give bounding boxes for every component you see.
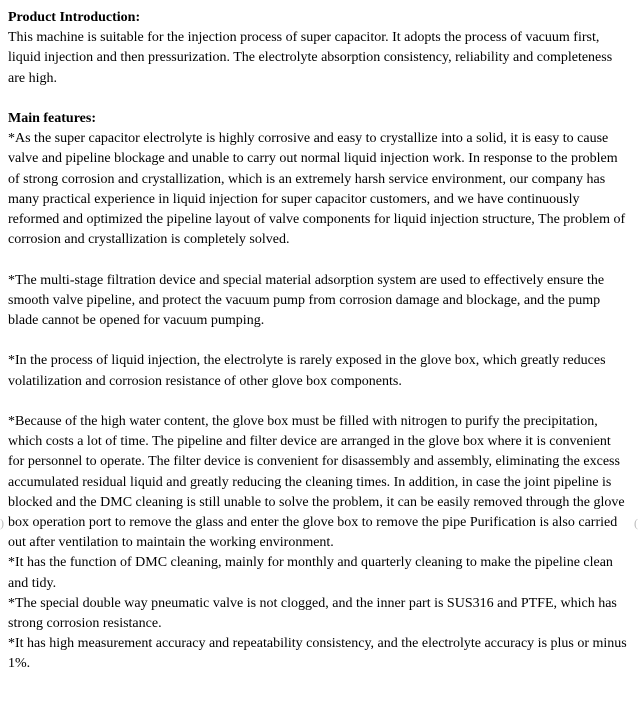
- feature-item-6: *The special double way pneumatic valve is not clogged, and the inner part is SUS316 and PTFE, which has strong corrosion resistance.: [8, 595, 617, 632]
- spacer: [8, 392, 630, 412]
- spacer: [8, 331, 630, 351]
- feature-item-7: *It has high measurement accuracy and repeatability consistency, and the electrolyte accuracy is plus or minus 1%.: [8, 636, 627, 672]
- document-body: [8, 8, 630, 675]
- features-heading: Main features:: [8, 111, 96, 126]
- feature-item-4: *Because of the high water content, the glove box must be filled with nitrogen to purify the precipitation, which costs a lot of time. The pipeline and filter device are arranged in the glove box where it is convenient for personnel to operate. The filter device is convenient for disassembly and assembly, eliminating the excess accumulated residual liquid and greatly reducing the cleaning times. In addition, in case the joint pipeline is blocked and the DMC cleaning is still unable to solve the problem, it can be easily removed through the glove box operation port to remove the glass and enter the glove box to remove the pipe Purification is also carried out after ventilation to maintain the working environment.: [8, 414, 625, 551]
- left-margin-mark: ): [0, 516, 4, 530]
- feature-item-1: *As the super capacitor electrolyte is highly corrosive and easy to crystallize into a solid, it is easy to cause valve and pipeline blockage and unable to carry out normal liquid injection work. In response to the problem of strong corrosion and crystallization, which is an extremely harsh service environment, our company has many practical experience in liquid injection for super capacitor customers, and we have continuously reformed and optimized the pipeline layout of valve components for liquid injection structure, The problem of corrosion and crystallization is completely solved.: [8, 131, 626, 248]
- feature-item-2: *The multi-stage filtration device and special material adsorption system are used to effectively ensure the smooth valve pipeline, and protect the vacuum pump from corrosion damage and blockage, and the pump blade cannot be opened for vacuum pumping.: [8, 272, 605, 329]
- feature-item-5: *It has the function of DMC cleaning, mainly for monthly and quarterly cleaning to make the pipeline clean and tidy.: [8, 555, 613, 591]
- right-margin-mark: (: [634, 516, 638, 530]
- intro-text: This machine is suitable for the injection process of super capacitor. It adopts the process of vacuum first, liquid injection and then pressurization. The electrolyte absorption consistency, reliability and completeness are high.: [8, 30, 613, 86]
- spacer: [8, 89, 630, 109]
- spacer: [8, 250, 630, 270]
- feature-item-3: *In the process of liquid injection, the electrolyte is rarely exposed in the glove box, which greatly reduces volatilization and corrosion resistance of other glove box components.: [8, 353, 606, 389]
- intro-heading: Product Introduction:: [8, 10, 141, 25]
